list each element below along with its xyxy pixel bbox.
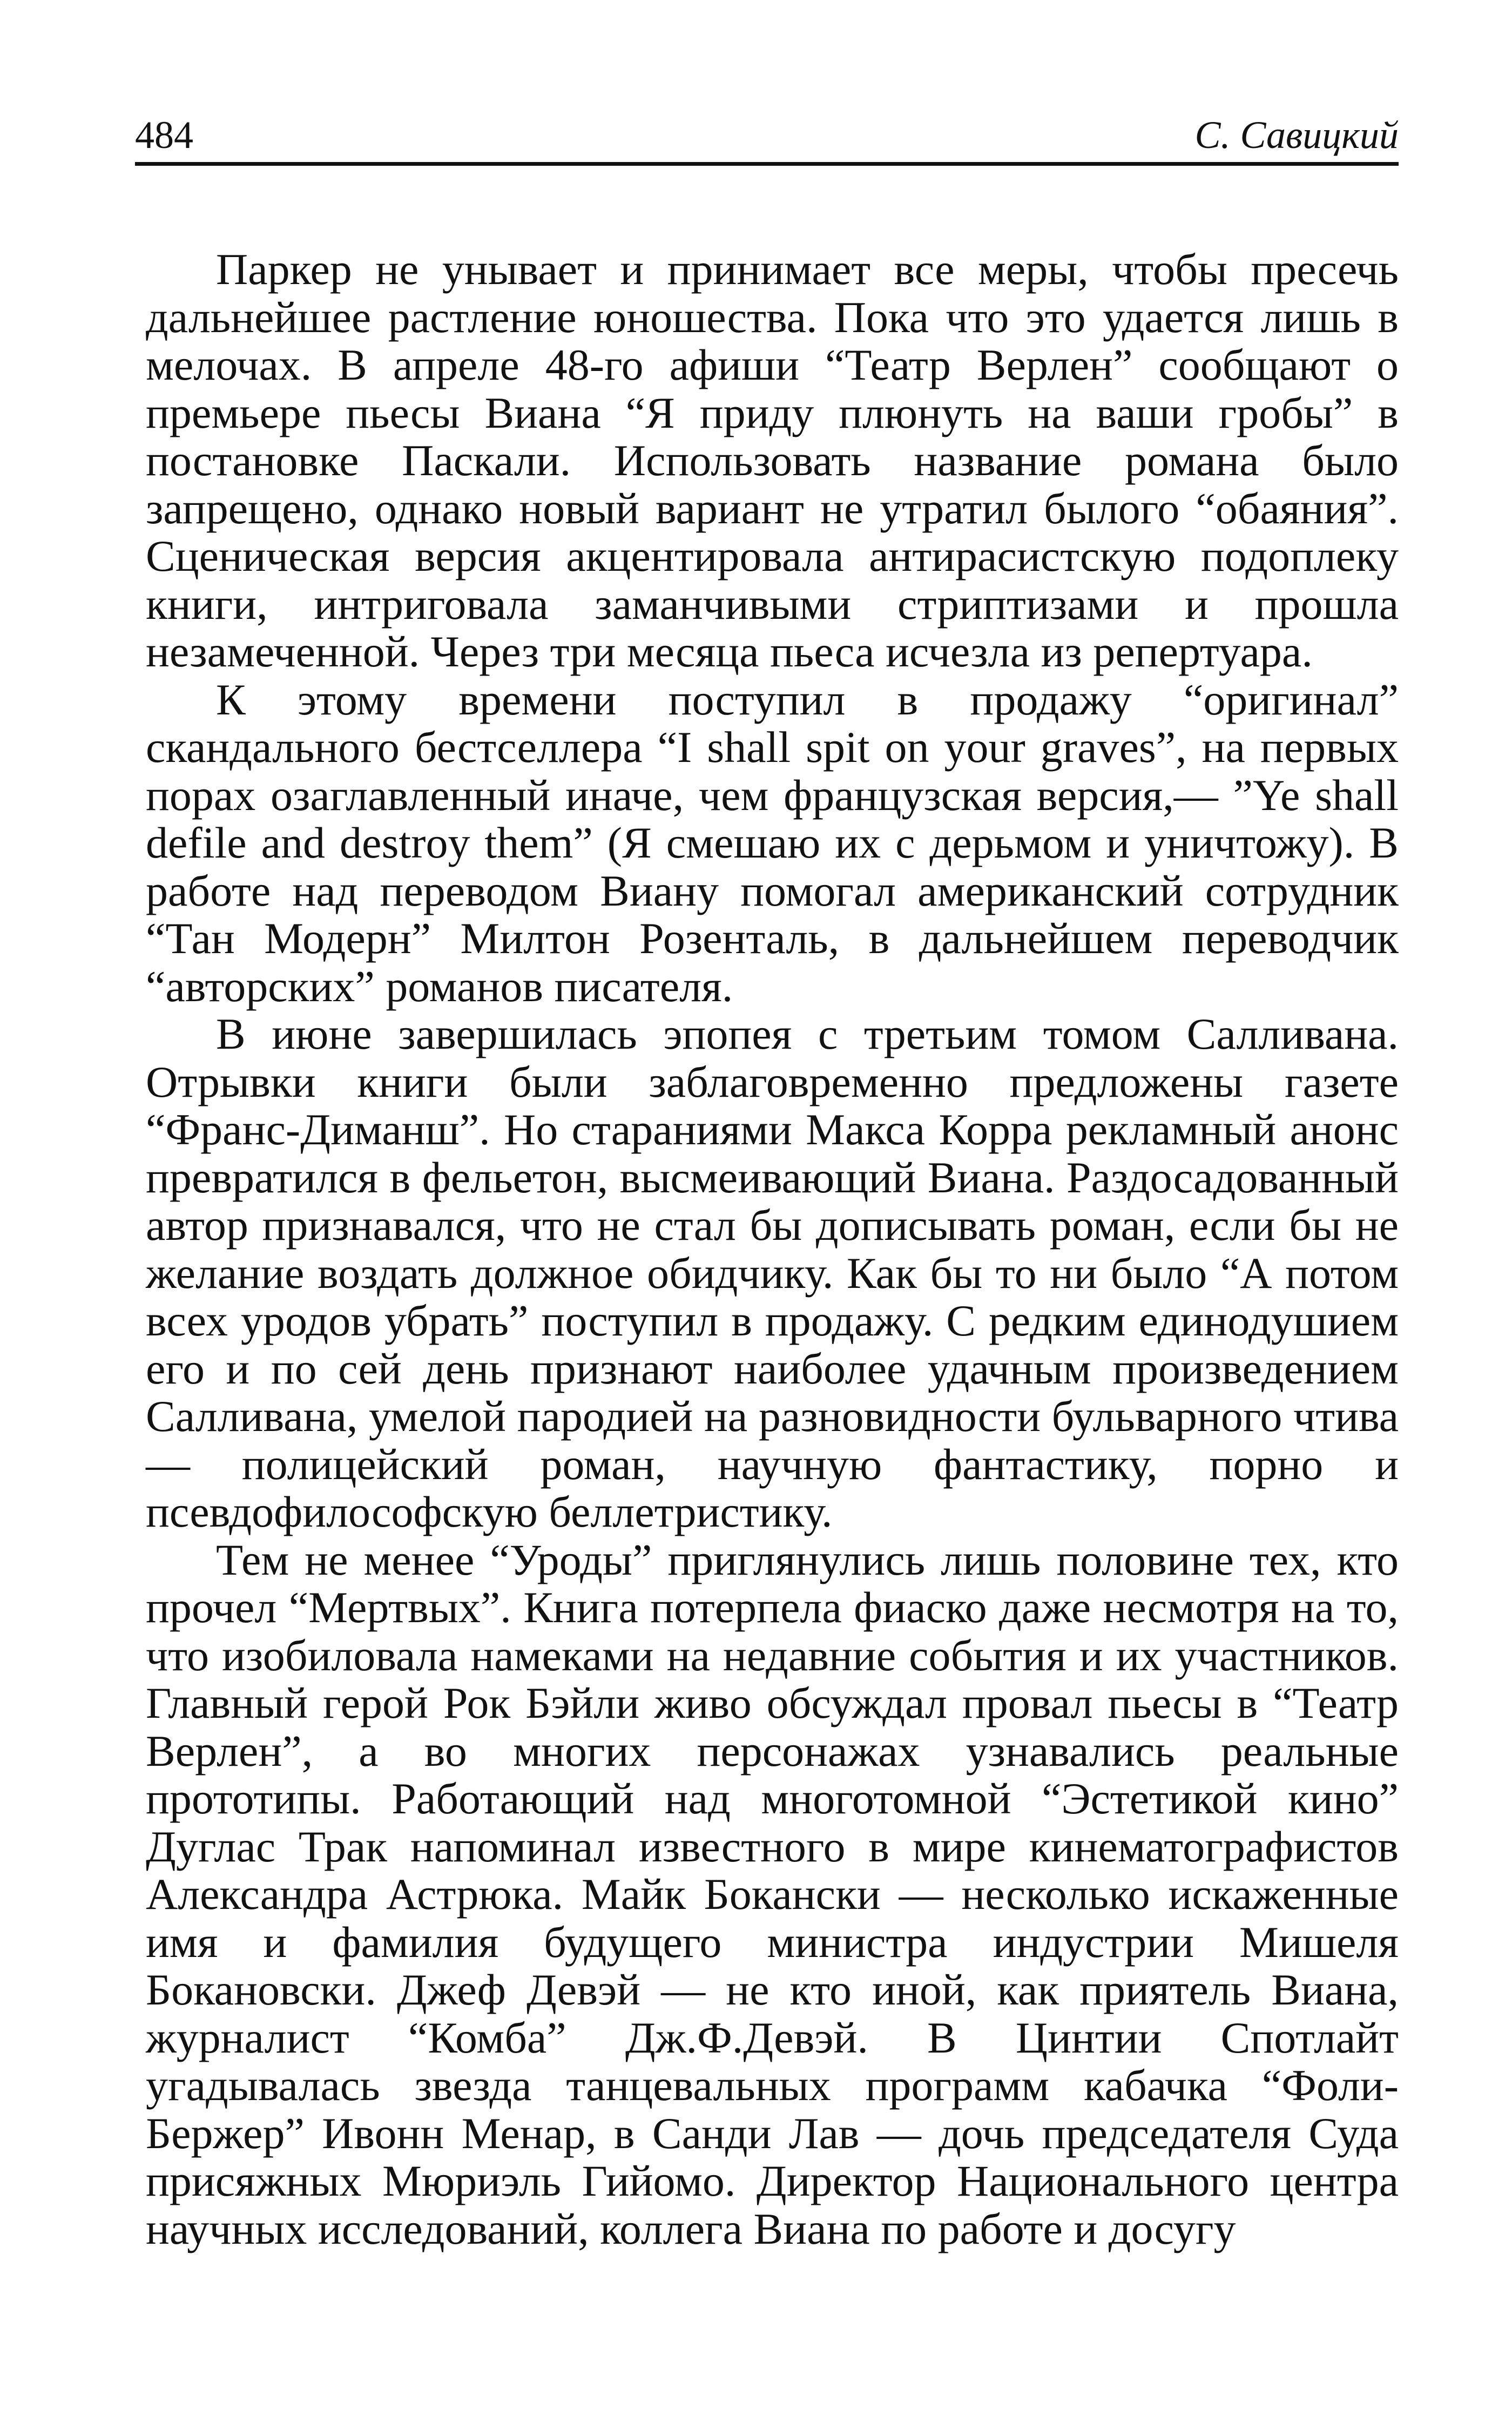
paragraph-2: К этому времени поступил в продажу “оригинал” скандального бестселлера “I shall spit on your graves”, на первых порах озаглавленный иначе, чем французская версия,— ”Ye shall defile and destroy them” (Я смешаю их с дерьмом и уничтожу). В работе над переводом Виану помогал американский сотрудник “Тан Модерн” Милтон Розенталь, в дальнейшем переводчик “авторских” романов писателя.	[146, 674, 1399, 1011]
paragraph-3: В июне завершилась эпопея с третьим томом Салливана. Отрывки книги были заблаговременно предложены газете “Франс-Диманш”. Но стараниями Макса Корра рекламный анонс превратился в фельетон, высмеивающий Виана. Раздосадованный автор признавался, что не стал бы дописывать роман, если бы не желание воздать должное обидчику. Как бы то ни было “А потом всех уродов убрать” поступил в продажу. С редким единодушием его и по сей день признают наиболее удачным произведением Салливана, умелой пародией на разновидности бульварного чтива — полицейский роман, научную фантастику, порно и псевдофилософскую беллетристику.	[146, 1009, 1399, 1536]
running-head	[135, 113, 1399, 166]
paragraph-4: Тем не менее “Уроды” приглянулись лишь половине тех, кто прочел “Мертвых”. Книга потерпела фиаско даже несмотря на то, что изобиловала намеками на недавние события и их участников. Главный герой Рок Бэйли живо обсуждал провал пьесы в “Театр Верлен”, а во многих персонажах узнавались реальные прототипы. Работающий над многотомной “Эстетикой кино” Дуглас Трак напоминал известного в мире кинематографистов Александра Астрюка. Майк Бокански — несколько искаженные имя и фамилия будущего министра индустрии Мишеля Бокановски. Джеф Девэй — не кто иной, как приятель Виана, журналист “Комба” Дж.Ф.Девэй. В Цинтии Спотлайт угадывалась звезда танцевальных программ кабачка “Фоли-Бержер” Ивонн Менар, в Санди Лав — дочь председателя Суда присяжных Мюриэль Гийомо. Директор Национального центра научных исследований, коллега Виана по работе и досугу	[146, 1535, 1399, 2253]
page-number: 484	[135, 113, 193, 157]
body-text	[146, 246, 1399, 2253]
running-title: С. Савицкий	[1194, 113, 1399, 157]
paragraph-1: Паркер не унывает и принимает все меры, чтобы пресечь дальнейшее растление юношества. Пока что это удается лишь в мелочах. В апреле 48-го афиши “Театр Верлен” сообщают о премьере пьесы Виана “Я приду плюнуть на ваши гробы” в постановке Паскали. Использовать название романа было запрещено, однако новый вариант не утратил былого “обаяния”. Сценическая версия акцентировала антирасистскую подоплеку книги, интриговала заманчивыми стриптизами и прошла незамеченной. Через три месяца пьеса исчезла из репертуара.	[146, 245, 1399, 676]
